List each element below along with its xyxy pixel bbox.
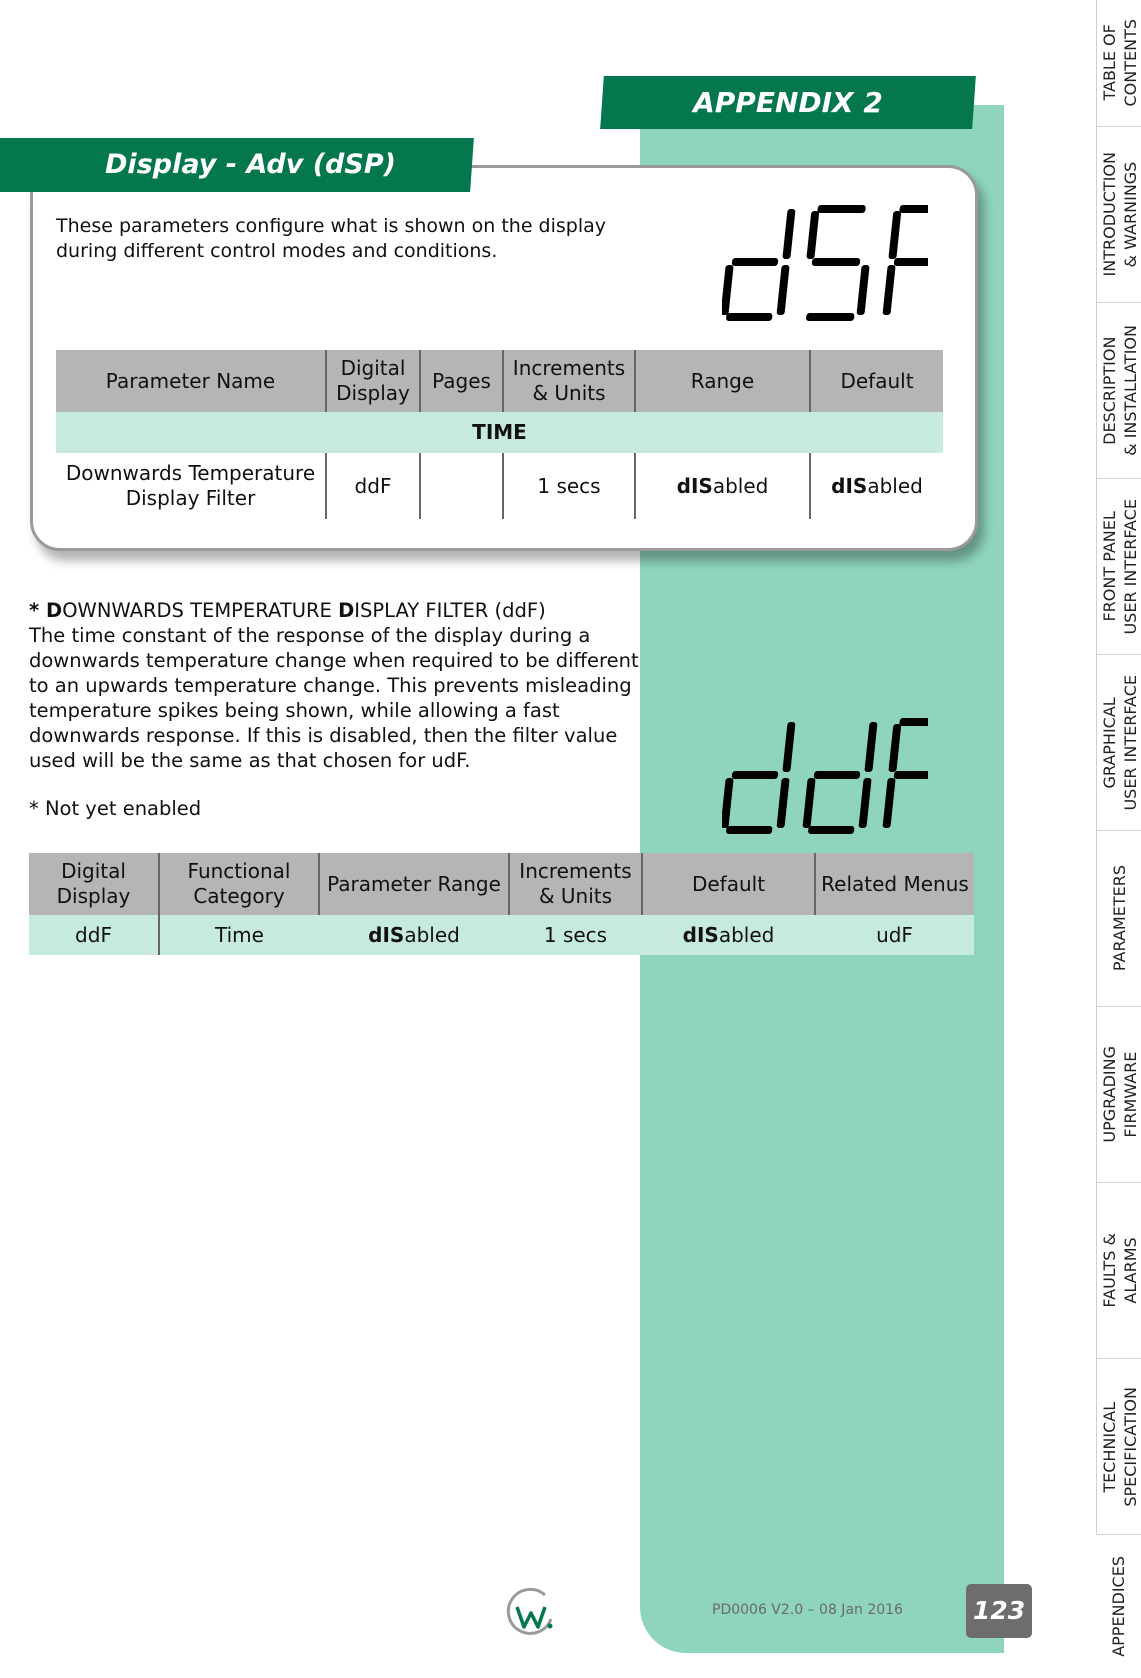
document-id: PD0006 V2.0 – 08 Jan 2016 — [712, 1602, 903, 1618]
cell-increments: 1 secs — [509, 915, 642, 955]
heading-initial-d2: D — [338, 599, 355, 622]
not-yet-enabled-note: * Not yet enabled — [29, 797, 202, 820]
description-block — [29, 598, 649, 773]
tab-upgrading[interactable] — [1096, 1007, 1141, 1183]
tab-table-of-contents[interactable] — [1096, 0, 1141, 127]
tab-introduction[interactable] — [1096, 127, 1141, 303]
header-increments: Increments & Units — [509, 853, 642, 915]
cell-category: Time — [159, 915, 319, 955]
header-increments: Increments & Units — [503, 350, 635, 412]
tab-front-panel[interactable] — [1096, 479, 1141, 655]
tab-label: DESCRIPTION & INSTALLATION — [1099, 325, 1140, 456]
table-row — [56, 453, 943, 519]
cell-increments: 1 secs — [503, 453, 635, 519]
tab-label: TABLE OF CONTENTS — [1099, 19, 1140, 107]
cell-related-menus: udF — [815, 915, 974, 955]
description-heading — [29, 598, 649, 623]
default-rest: abled — [718, 922, 775, 947]
description-body: The time constant of the response of the display during a downwards temperature change when required to be different to an upwards temperature change. This prevents misleading temperature spikes being shown, while allowing a fast downwards response. If this is disabled, then the filter value used will be the same as that chosen for udF. — [29, 624, 639, 772]
heading-initial-d: D — [46, 599, 63, 622]
heading-part-1: OWNWARDS TEMPERATURE — [62, 599, 339, 622]
header-default: Default — [642, 853, 815, 915]
header-range: Range — [635, 350, 810, 412]
cell-default — [642, 915, 815, 955]
tab-parameters[interactable] — [1096, 831, 1141, 1007]
menu-table — [29, 853, 974, 955]
header-digital-display: Digital Display — [326, 350, 420, 412]
header-digital-display: Digital Display — [29, 853, 159, 915]
range-bold: dIS — [368, 922, 405, 947]
tab-label: FAULTS & ALARMS — [1099, 1233, 1140, 1308]
tab-label: TECHNICAL SPECIFICATION — [1099, 1386, 1140, 1507]
company-logo-icon — [505, 1585, 557, 1637]
group-label-time: TIME — [56, 412, 943, 453]
default-bold: dIS — [682, 922, 719, 947]
lcd-dsp-graphic — [722, 205, 928, 323]
header-pages: Pages — [420, 350, 503, 412]
section-title: Display - Adv (dSP) — [105, 149, 396, 180]
header-parameter-name: Parameter Name — [56, 350, 326, 412]
range-bold: dIS — [676, 473, 713, 498]
appendix-title: APPENDIX 2 — [693, 86, 883, 119]
page-number: 123 — [966, 1584, 1032, 1638]
tab-description[interactable] — [1096, 303, 1141, 479]
cell-default — [810, 453, 943, 519]
heading-star: * — [29, 599, 46, 622]
tab-label: INTRODUCTION & WARNINGS — [1099, 152, 1140, 277]
group-row — [56, 412, 943, 453]
header-default: Default — [810, 350, 943, 412]
range-rest: abled — [712, 473, 769, 498]
default-rest: abled — [867, 473, 923, 498]
cell-parameter-name: Downwards Temperature Display Filter — [56, 453, 326, 519]
tab-label: APPENDICES — [1109, 1556, 1128, 1657]
parameter-table — [56, 350, 943, 519]
cell-pages — [420, 453, 503, 519]
lcd-ddf-graphic — [722, 718, 928, 836]
tab-label: UPGRADING FIRMWARE — [1099, 1046, 1140, 1143]
tab-label: PARAMETERS — [1110, 865, 1129, 972]
tab-technical[interactable] — [1096, 1359, 1141, 1535]
tab-label: GRAPHICAL USER INTERFACE — [1099, 674, 1140, 811]
tab-faults[interactable] — [1096, 1183, 1141, 1359]
tab-graphical[interactable] — [1096, 655, 1141, 831]
intro-text: These parameters configure what is shown on the display during different control modes and conditions. — [56, 215, 607, 262]
header-functional-category: Functional Category — [159, 853, 319, 915]
default-bold: dIS — [831, 473, 868, 498]
header-related-menus: Related Menus — [815, 853, 974, 915]
cell-digital-display: ddF — [326, 453, 420, 519]
header-parameter-range: Parameter Range — [319, 853, 509, 915]
range-rest: abled — [404, 922, 460, 947]
cell-parameter-range — [319, 915, 509, 955]
table-header-row — [56, 350, 943, 412]
table-header-row — [29, 853, 974, 915]
table-row — [29, 915, 974, 955]
heading-part-2: ISPLAY FILTER (ddF) — [354, 599, 546, 622]
cell-range — [635, 453, 810, 519]
tab-appendices[interactable] — [1096, 1535, 1141, 1678]
tab-label: FRONT PANEL USER INTERFACE — [1099, 498, 1140, 635]
cell-digital-display: ddF — [29, 915, 159, 955]
